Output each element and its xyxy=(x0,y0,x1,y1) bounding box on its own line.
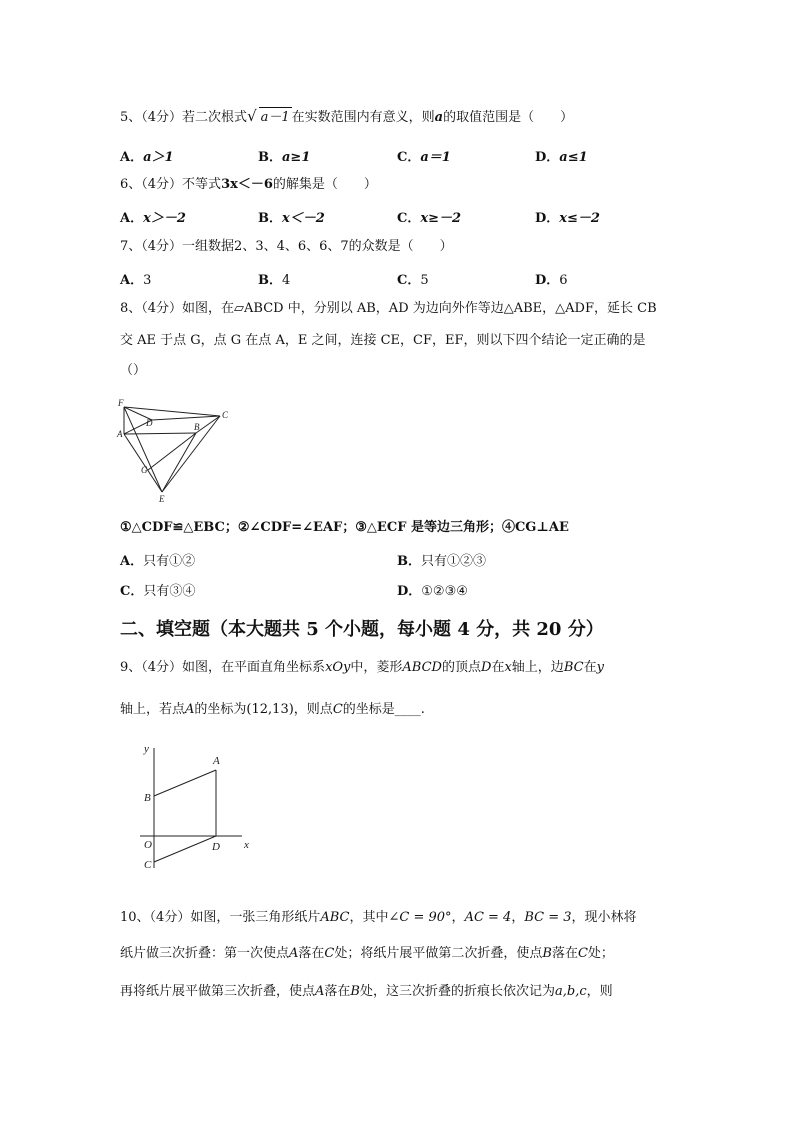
label-c: C xyxy=(222,410,229,420)
label-a: A xyxy=(213,755,220,767)
label-g: G xyxy=(141,465,148,475)
q5-stem: 5、（4分）若二次根式√ a－1 在实数范围内有意义，则a的取值范围是（ ） xyxy=(120,106,573,128)
side-dc xyxy=(154,836,216,862)
q6-stem: 6、（4分）不等式3x＜－6的解集是（ ） xyxy=(120,177,377,192)
q10-line-2: 纸片做三次折叠：第一次使点A落在C处；将纸片展平做第二次折叠，使点B落在C处； xyxy=(120,946,614,961)
label-e: E xyxy=(159,494,165,504)
section-2-heading: 二、填空题（本大题共 5 个小题，每小题 4 分，共 20 分） xyxy=(120,619,604,640)
q8-conclusions: ①△CDF≌△EBC；②∠CDF=∠EAF；③△ECF 是等边三角形；④CG⊥AE xyxy=(120,520,569,535)
q10-number: 10、（4分） xyxy=(120,910,191,925)
q5-number: 5、（4分） xyxy=(120,110,183,125)
q9-figure xyxy=(140,742,280,872)
label-y: y xyxy=(144,743,149,755)
q7-stem: 7、（4分）一组数据2、3、4、6、6、7的众数是（ ） xyxy=(120,239,453,254)
q6-option-a[interactable]: A．x＞－2 xyxy=(120,211,186,226)
q6-expression: 3x＜－6 xyxy=(221,177,273,192)
label-b: B xyxy=(194,422,200,432)
label-a: A xyxy=(117,429,123,439)
q9-line-1: 9、（4分）如图，在平面直角坐标系xOy中，菱形ABCD的顶点D在x轴上，边BC在y xyxy=(120,660,604,675)
q8-number: 8、（4分） xyxy=(120,301,183,316)
q6-option-c[interactable]: C．x≥－2 xyxy=(397,211,462,226)
label-d: D xyxy=(212,841,220,853)
label-c: C xyxy=(144,859,152,871)
q5-radicand: a－1 xyxy=(259,107,292,128)
q6-number: 6、（4分） xyxy=(120,177,183,192)
q6-option-b[interactable]: B．x＜－2 xyxy=(258,211,325,226)
q5-option-a[interactable]: A．a＞1 xyxy=(120,150,174,165)
side-ba xyxy=(154,770,216,796)
q5-option-b[interactable]: B．a≥1 xyxy=(258,150,311,165)
q8-option-a[interactable]: A．只有①② xyxy=(120,554,196,569)
q5-option-d[interactable]: D．a≤1 xyxy=(535,150,588,165)
q8-figure xyxy=(116,396,246,506)
q7-option-b[interactable]: B．4 xyxy=(258,273,291,288)
segment-bg xyxy=(148,433,196,470)
q8-line-2: 交 AE 于点 G，点 G 在点 A，E 之间，连接 CE，CF，EF，则以下四个结论一定正确的是 xyxy=(120,333,646,348)
label-f: F xyxy=(118,398,124,408)
label-x: x xyxy=(244,839,249,851)
q9-number: 9、（4分） xyxy=(120,660,183,675)
segment-dc xyxy=(152,416,220,420)
q6-option-d[interactable]: D．x≤－2 xyxy=(535,211,600,226)
q9-line-2: 轴上，若点A的坐标为(12,13)，则点C的坐标是____. xyxy=(120,702,425,717)
q8-option-d[interactable]: D．①②③④ xyxy=(397,584,468,599)
segment-ce xyxy=(162,416,220,492)
segment-be xyxy=(162,433,196,492)
q7-option-c[interactable]: C．5 xyxy=(397,273,429,288)
label-d: D xyxy=(146,418,153,428)
q10-line-1: 10、（4分）如图，一张三角形纸片ABC，其中∠C = 90°，AC = 4，BC = 3，现小林将 xyxy=(120,910,637,925)
q8-line-1: 8、（4分）如图，在▱ABCD 中，分别以 AB，AD 为边向外作等边△ABE，△ADF，延长 CB xyxy=(120,301,657,316)
label-o: O xyxy=(144,839,152,851)
q8-option-b[interactable]: B．只有①②③ xyxy=(397,554,487,569)
q7-option-d[interactable]: D．6 xyxy=(535,273,568,288)
q5-option-c[interactable]: C．a＝1 xyxy=(397,150,451,165)
q8-line-3: （） xyxy=(120,363,147,378)
segment-ab xyxy=(124,433,196,434)
q8-option-c[interactable]: C．只有③④ xyxy=(120,584,196,599)
segment-fc xyxy=(124,407,220,416)
q10-line-3: 再将纸片展平做第三次折叠，使点A落在B处，这三次折叠的折痕长依次记为a,b,c，则 xyxy=(120,984,613,999)
q7-number: 7、（4分） xyxy=(120,239,183,254)
q7-option-a[interactable]: A．3 xyxy=(120,273,152,288)
radical-sign: √ xyxy=(247,107,257,125)
segment-bc xyxy=(196,416,220,433)
label-b: B xyxy=(144,792,151,804)
